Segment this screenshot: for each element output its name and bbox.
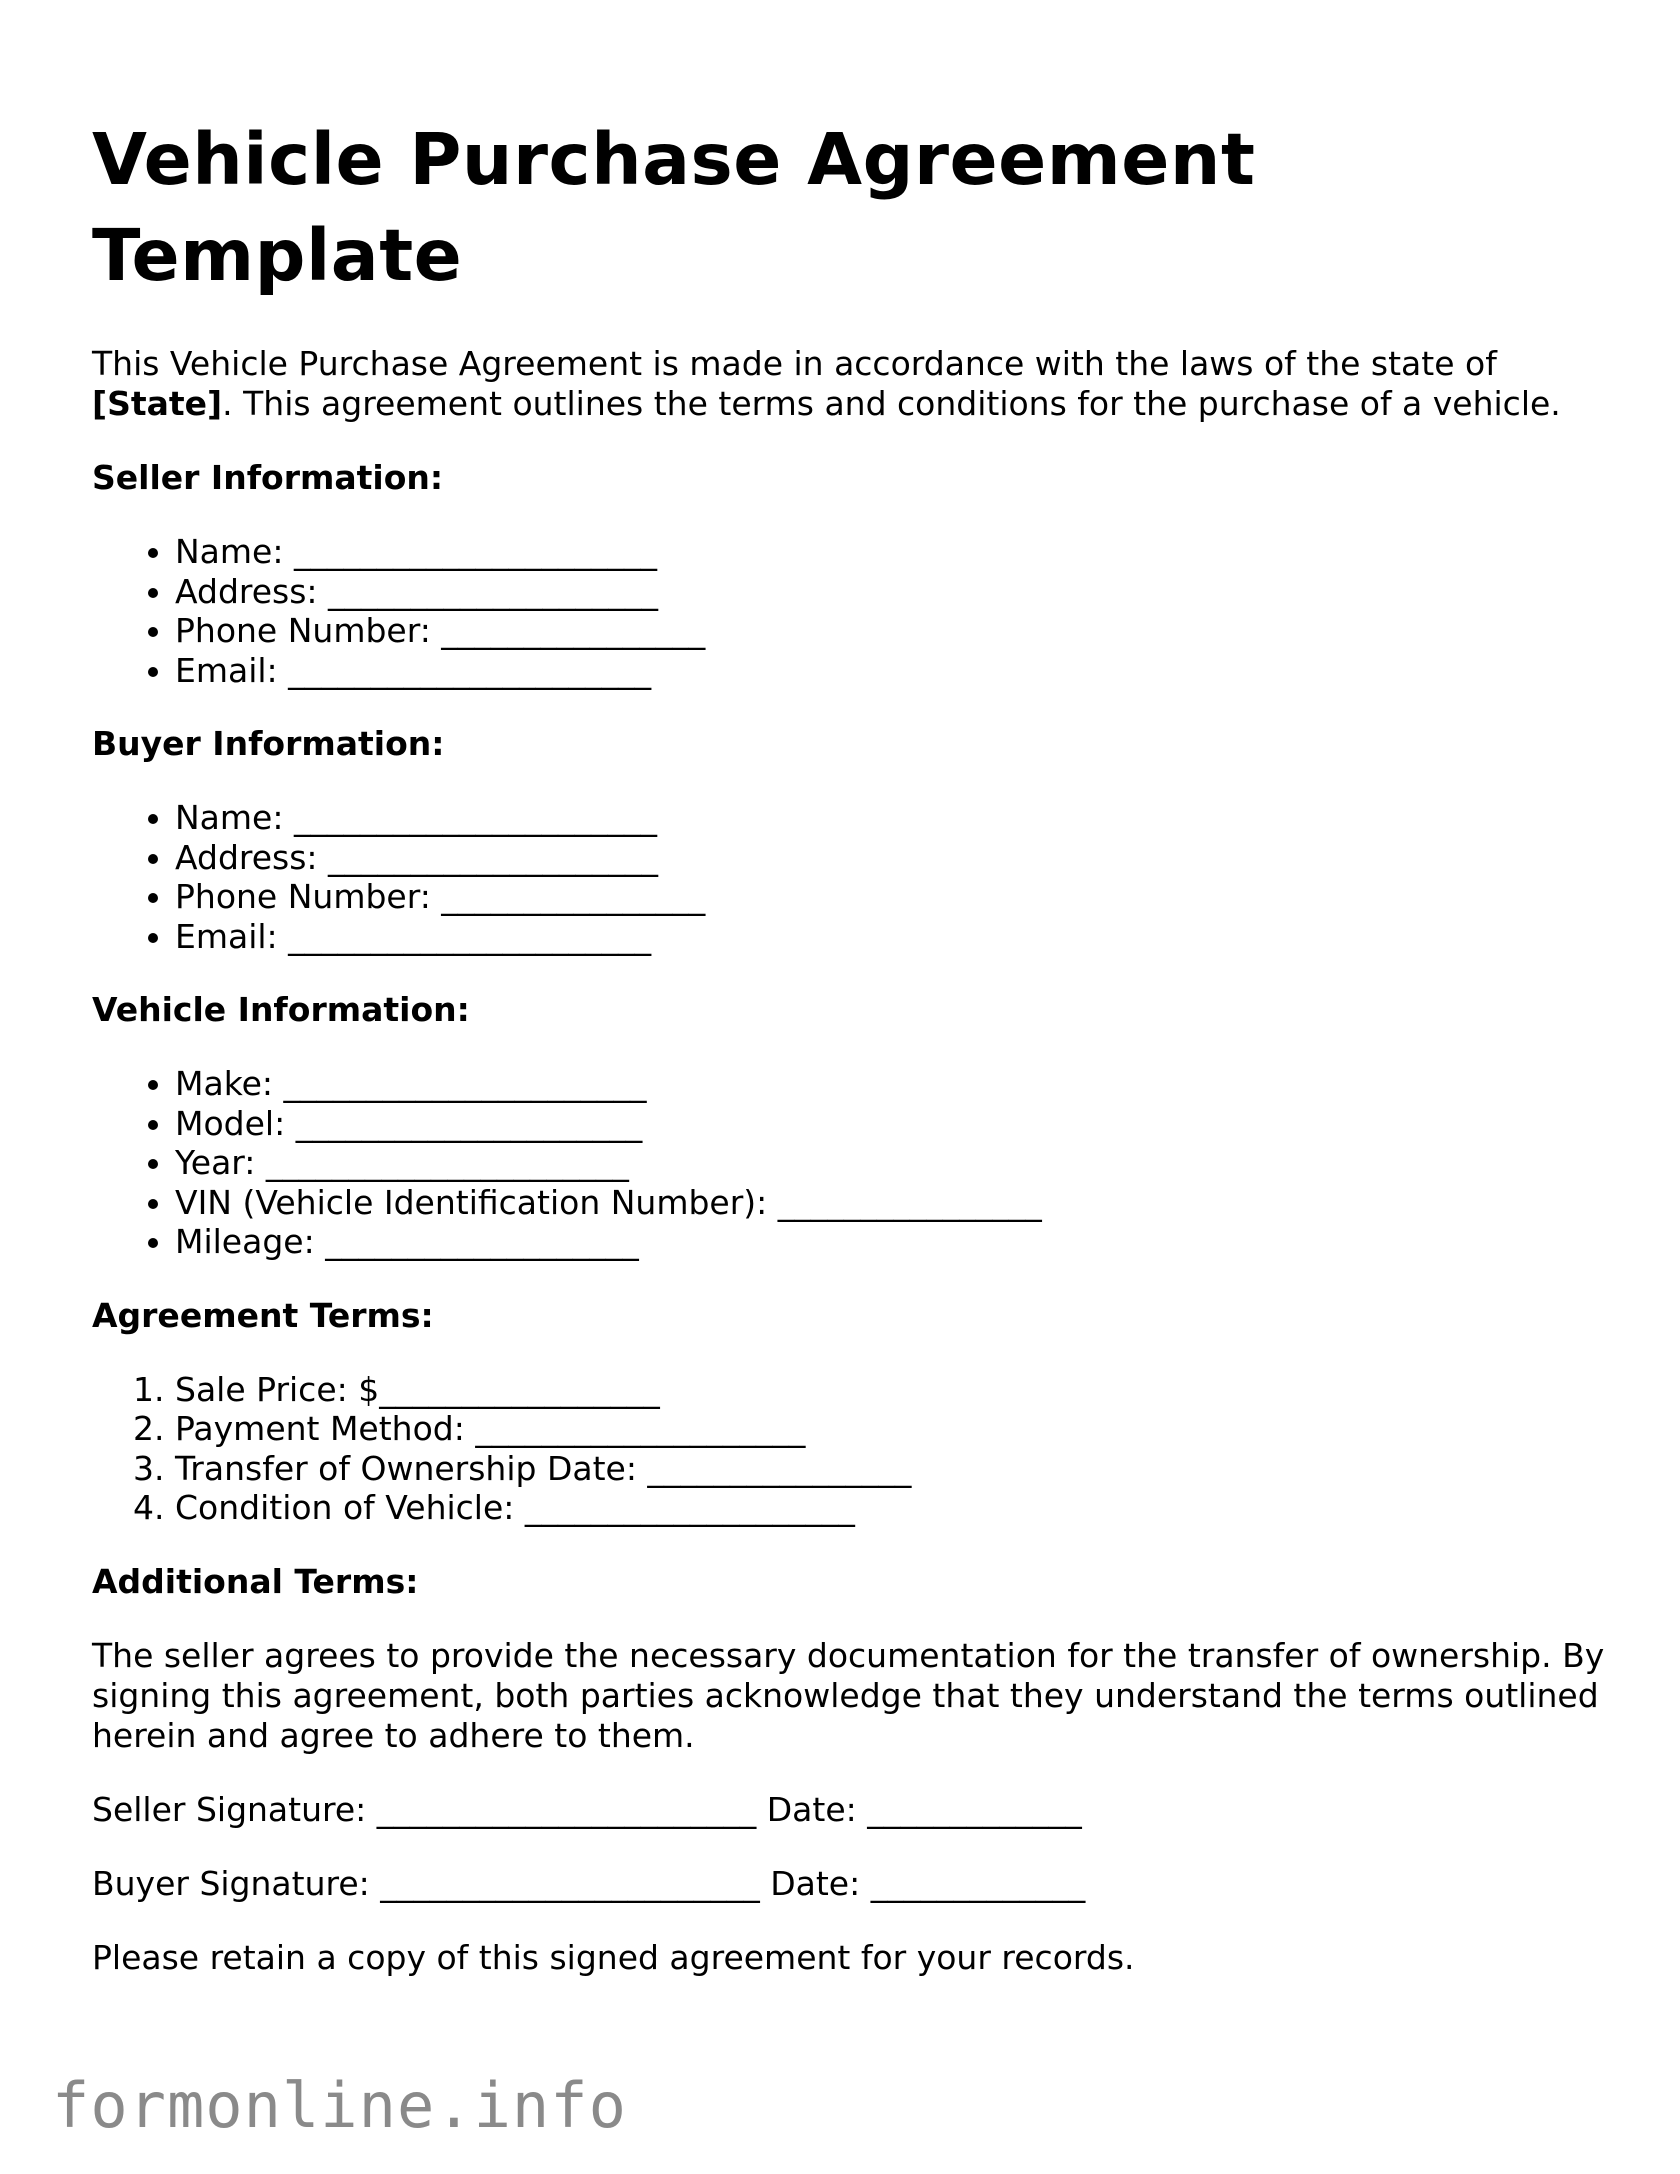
seller-name-field: • Name: ______________________ bbox=[175, 532, 1612, 572]
state-placeholder: [State] bbox=[92, 384, 223, 423]
vehicle-model-field: • Model: _____________________ bbox=[175, 1104, 1612, 1144]
buyer-list bbox=[92, 798, 1612, 956]
closing-note: Please retain a copy of this signed agreement for your records. bbox=[92, 1937, 1135, 1977]
terms-heading: Agreement Terms: bbox=[92, 1295, 434, 1335]
seller-signature-line: Seller Signature: _______________________ Date: _____________ bbox=[92, 1789, 1082, 1829]
buyer-name-field: • Name: ______________________ bbox=[175, 798, 1612, 838]
intro-text-after: . This agreement outlines the terms and conditions for the purchase of a vehicle. bbox=[222, 384, 1561, 423]
buyer-email-field: • Email: ______________________ bbox=[175, 917, 1612, 957]
terms-list bbox=[92, 1370, 1612, 1528]
seller-phone-field: • Phone Number: ________________ bbox=[175, 611, 1612, 651]
vehicle-vin-field: • VIN (Vehicle Identification Number): ________________ bbox=[175, 1183, 1612, 1223]
additional-heading: Additional Terms: bbox=[92, 1561, 419, 1601]
seller-list bbox=[92, 532, 1612, 690]
buyer-heading: Buyer Information: bbox=[92, 724, 445, 763]
additional-terms-text: The seller agrees to provide the necessary documentation for the transfer of ownership. By signing this agreement, both parties acknowledge that they understand the terms outlined herein and agree to adhere to them. bbox=[92, 1635, 1605, 1755]
watermark: formonline.info bbox=[52, 2069, 627, 2142]
agreement-document bbox=[92, 112, 1612, 1978]
buyer-phone-field: • Phone Number: ________________ bbox=[175, 877, 1612, 917]
vehicle-heading: Vehicle Information: bbox=[92, 990, 470, 1029]
vehicle-condition-field: 4. Condition of Vehicle: ____________________ bbox=[175, 1488, 1612, 1528]
page-title: Vehicle Purchase Agreement Template bbox=[92, 118, 1256, 297]
sale-price-field: 1. Sale Price: $_________________ bbox=[175, 1370, 1612, 1410]
payment-method-field: 2. Payment Method: ____________________ bbox=[175, 1409, 1612, 1449]
vehicle-mileage-field: • Mileage: ___________________ bbox=[175, 1222, 1612, 1262]
buyer-address-field: • Address: ____________________ bbox=[175, 838, 1612, 878]
vehicle-year-field: • Year: ______________________ bbox=[175, 1143, 1612, 1183]
intro-paragraph bbox=[92, 344, 1612, 424]
intro-text-before: This Vehicle Purchase Agreement is made in accordance with the laws of the state of bbox=[92, 344, 1497, 383]
buyer-signature-line: Buyer Signature: _______________________ Date: _____________ bbox=[92, 1863, 1086, 1903]
vehicle-list bbox=[92, 1064, 1612, 1262]
seller-address-field: • Address: ____________________ bbox=[175, 572, 1612, 612]
seller-heading: Seller Information: bbox=[92, 458, 444, 497]
transfer-date-field: 3. Transfer of Ownership Date: ________________ bbox=[175, 1449, 1612, 1489]
seller-email-field: • Email: ______________________ bbox=[175, 651, 1612, 691]
vehicle-make-field: • Make: ______________________ bbox=[175, 1064, 1612, 1104]
